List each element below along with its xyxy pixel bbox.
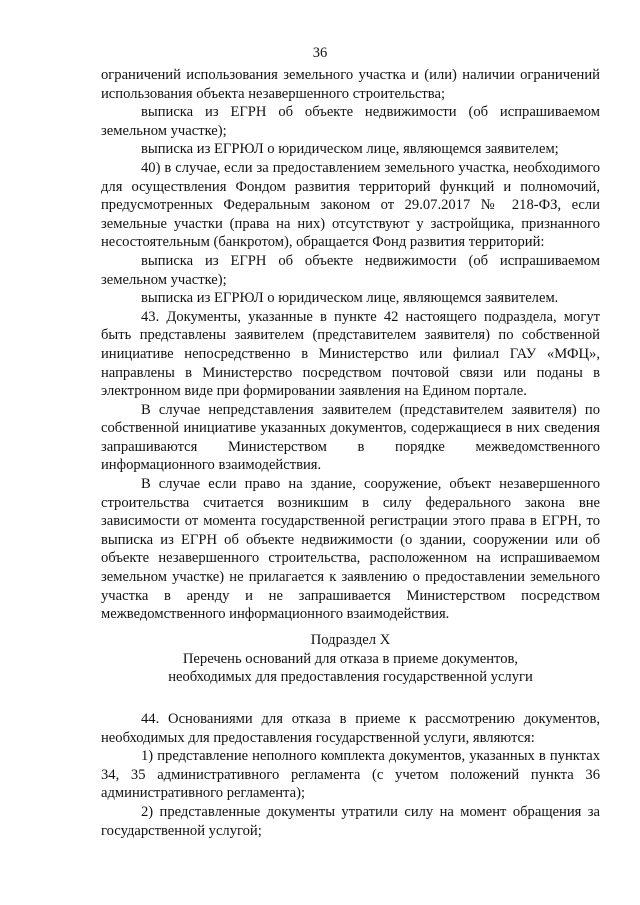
paragraph: выписка из ЕГРН об объекте недвижимости (об испрашиваемом земельном участке); xyxy=(101,104,600,139)
paragraph: 1) представление неполного комплекта документов, указанных в пунктах 34, 35 административного регламента (с учетом положений пункта 36 административного регламента); xyxy=(101,748,600,802)
paragraph: выписка из ЕГРН об объекте недвижимости (об испрашиваемом земельном участке); xyxy=(101,252,600,288)
paragraph: В случае непредставления заявителем (представителем заявителя) по собственной инициативе указанных документов, содержащиеся в них сведения запрашиваются Министерством в порядке межведомственного информационного взаимодействия. xyxy=(101,401,600,474)
paragraph: 43. Документы, указанные в пункте 42 настоящего подраздела, могут быть представлены заявителем (представителем заявителя) по собственной инициативе непосредственно в Министерство или филиал ГАУ «МФЦ», направлены в Министерство посредством почтовой связи или поданы в электронном виде при формировании заявления на Едином портале. xyxy=(101,308,600,400)
subsection-title-line-1: Перечень оснований для отказа в приеме документов, xyxy=(182,650,519,667)
paragraph: 2) представленные документы утратили силу на момент обращения за государственной услугой; xyxy=(101,803,600,839)
paragraph: выписка из ЕГРЮЛ о юридическом лице, являющемся заявителем; xyxy=(141,141,559,158)
subsection-heading xyxy=(101,631,600,687)
subsection-number: Подраздел X xyxy=(310,632,391,648)
subsection-title-line-2: необходимых для предоставления государственной услуги xyxy=(168,669,533,686)
page-number: 36 xyxy=(312,45,328,61)
paragraph: 40) в случае, если за предоставлением земельного участка, необходимого для осуществления Фондом развития территорий функций и полномочий, предусмотренных Федеральным законом от 29.07.2017 № 218-ФЗ, если земельные участки (права на них) отсутствуют у застройщика, признанного несостоятельным (банкротом), обращается Фонд развития территорий: xyxy=(101,159,600,251)
body-text-bottom xyxy=(101,710,600,840)
paragraph: выписка из ЕГРЮЛ о юридическом лице, являющемся заявителем. xyxy=(141,290,559,307)
paragraph: 44. Основаниями для отказа в приеме к рассмотрению документов, необходимых для предоставления государственной услуги, являются: xyxy=(101,711,600,746)
body-text-top xyxy=(101,66,600,624)
paragraph: В случае если право на здание, сооружение, объект незавершенного строительства считается возникшим в силу федерального закона вне зависимости от момента государственной регистрации этого права в ЕГРН, то выписка из ЕГРН об объекте недвижимости (о здании, сооружении или об объекте незавершенного строительства, расположенном на испрашиваемом земельном участке) не прилагается к заявлению о предоставлении земельного участка в аренду и не запрашивается Министерством посредством межведомственного информационного взаимодействия. xyxy=(101,476,600,623)
paragraph: ограничений использования земельного участка и (или) наличии ограничений использования объекта незавершенного строительства; xyxy=(101,67,600,102)
